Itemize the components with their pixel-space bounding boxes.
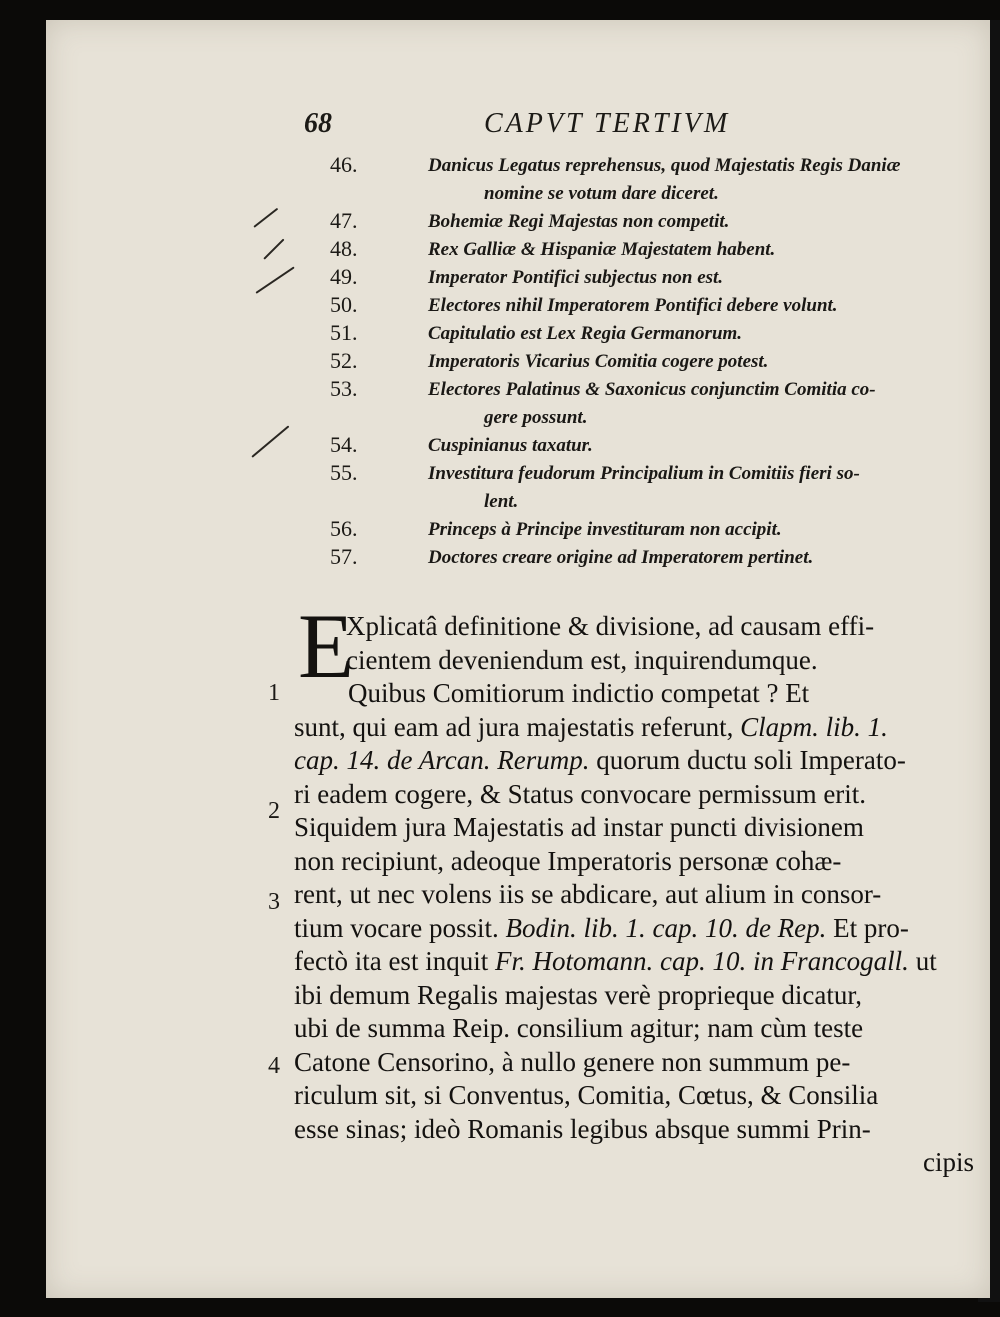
text-span: Siquidem jura Majestatis ad instar puncti divisionem	[294, 812, 864, 842]
text-span: riculum sit, si Conventus, Comitia, Cœtus, & Consilia	[294, 1080, 879, 1110]
text-line	[294, 979, 974, 1013]
summary-number: 49.	[330, 264, 358, 289]
text-span: sunt, qui eam ad jura majestatis referunt,	[294, 711, 734, 742]
text-line	[268, 677, 974, 711]
summary-number: 50.	[330, 292, 358, 317]
page-number: 68	[304, 108, 332, 139]
summary-text: Doctores creare origine ad Imperatorem pertinet.	[428, 547, 814, 568]
summary-line: Electores Palatinus & Saxonicus conjunctim Comitia co-	[428, 379, 876, 400]
text-line	[268, 798, 974, 845]
summary-line: lent.	[484, 491, 519, 512]
text-span: ut	[915, 946, 937, 976]
text-line	[268, 1046, 974, 1080]
text-line	[294, 845, 974, 879]
citation: Fr. Hotomann. cap. 10. in Francogall.	[494, 946, 909, 976]
text-line	[294, 945, 974, 979]
text-span: Quibus Comitiorum indictio competat ? Et	[348, 678, 810, 708]
text-span: cientem deveniendum est, inquirendumque.	[346, 644, 818, 675]
text-line	[294, 1012, 974, 1046]
page-header	[46, 106, 990, 146]
summary-number: 57.	[330, 544, 358, 569]
running-title: CAPVT TERTIVM	[484, 108, 731, 139]
summary-item	[46, 460, 990, 516]
text-line	[268, 878, 974, 915]
book-page	[46, 20, 990, 1298]
text-span: Et pro-	[833, 912, 909, 943]
catchword-line	[294, 1146, 974, 1180]
summary-text: Imperatoris Vicarius Comitia cogere potest.	[428, 351, 769, 372]
summary-text	[428, 376, 940, 432]
text-span: esse sinas; ideò Romanis legibus absque summi Prin-	[294, 1113, 871, 1144]
summary-number: 54.	[330, 432, 358, 457]
text-span: tium vocare possit.	[294, 912, 499, 943]
summary-number: 52.	[330, 348, 358, 373]
summary-text: Capitulatio est Lex Regia Germanorum.	[428, 323, 743, 344]
margin-number: 1	[268, 680, 280, 706]
summary-line: Danicus Legatus reprehensus, quod Majestatis Regis Daniæ	[428, 155, 901, 176]
text-span: fectò ita est inquit	[294, 946, 489, 976]
summary-item	[46, 264, 990, 292]
summary-item	[46, 236, 990, 264]
citation: cap. 14. de Arcan. Rerump.	[294, 745, 590, 775]
summary-number: 51.	[330, 320, 358, 345]
text-span: rent, ut nec volens iis se abdicare, aut alium in consor-	[294, 879, 882, 909]
summary-list	[46, 152, 990, 572]
summary-text	[428, 460, 940, 516]
pencil-mark	[253, 208, 278, 228]
summary-line: gere possunt.	[484, 407, 588, 428]
summary-item	[46, 320, 990, 348]
text-span: ibi demum Regalis majestas verè proprieque dicatur,	[294, 979, 862, 1010]
margin-number: 4	[268, 1052, 280, 1079]
body-text	[268, 595, 974, 1180]
text-line	[294, 1113, 974, 1147]
catchword: cipis	[923, 1147, 974, 1177]
text-span: Xplicatâ definitione & divisione, ad causam effi-	[346, 611, 875, 641]
summary-number: 46.	[330, 152, 358, 177]
summary-number: 55.	[330, 460, 358, 485]
summary-number: 47.	[330, 208, 358, 233]
text-span: Catone Censorino, à nullo genere non summum pe-	[294, 1046, 851, 1077]
summary-item	[46, 348, 990, 376]
citation: Clapm. lib. 1.	[740, 711, 888, 742]
summary-item	[46, 544, 990, 572]
summary-text: Princeps à Principe investituram non accipit.	[428, 519, 782, 540]
summary-item	[46, 208, 990, 236]
summary-number: 53.	[330, 376, 358, 401]
text-span: non recipiunt, adeoque Imperatoris personæ cohæ-	[294, 845, 842, 876]
summary-item	[46, 432, 990, 460]
summary-line: Investitura feudorum Principalium in Comitiis fieri so-	[428, 463, 860, 484]
summary-number: 56.	[330, 516, 358, 541]
text-span: ri eadem cogere, & Status convocare permissum erit.	[294, 778, 867, 809]
drop-cap: E	[298, 595, 355, 697]
text-line	[294, 912, 974, 946]
summary-item	[46, 152, 990, 208]
summary-item	[46, 292, 990, 320]
summary-number: 48.	[330, 236, 358, 261]
summary-text: Cuspinianus taxatur.	[428, 435, 593, 456]
summary-text: Rex Galliæ & Hispaniæ Majestatem habent.	[428, 239, 776, 260]
summary-text: Electores nihil Imperatorem Pontifici debere volunt.	[428, 295, 838, 316]
summary-text: Imperator Pontifici subjectus non est.	[428, 267, 724, 288]
text-line	[294, 778, 974, 812]
summary-line: nomine se votum dare diceret.	[484, 183, 719, 204]
text-span: quorum ductu soli Imperato-	[596, 745, 906, 775]
summary-text	[428, 152, 940, 208]
summary-item	[46, 516, 990, 544]
text-line	[294, 610, 974, 644]
text-line	[294, 1079, 974, 1113]
text-line	[294, 744, 974, 778]
pencil-mark	[255, 266, 294, 293]
margin-number: 3	[268, 889, 280, 915]
text-line	[294, 644, 974, 678]
pencil-mark	[263, 238, 284, 259]
margin-number: 2	[268, 798, 280, 824]
citation: Bodin. lib. 1. cap. 10. de Rep.	[505, 912, 827, 943]
text-span: ubi de summa Reip. consilium agitur; nam cùm teste	[294, 1013, 864, 1043]
summary-item	[46, 376, 990, 432]
text-line	[294, 711, 974, 745]
summary-text: Bohemiæ Regi Majestas non competit.	[428, 211, 730, 232]
